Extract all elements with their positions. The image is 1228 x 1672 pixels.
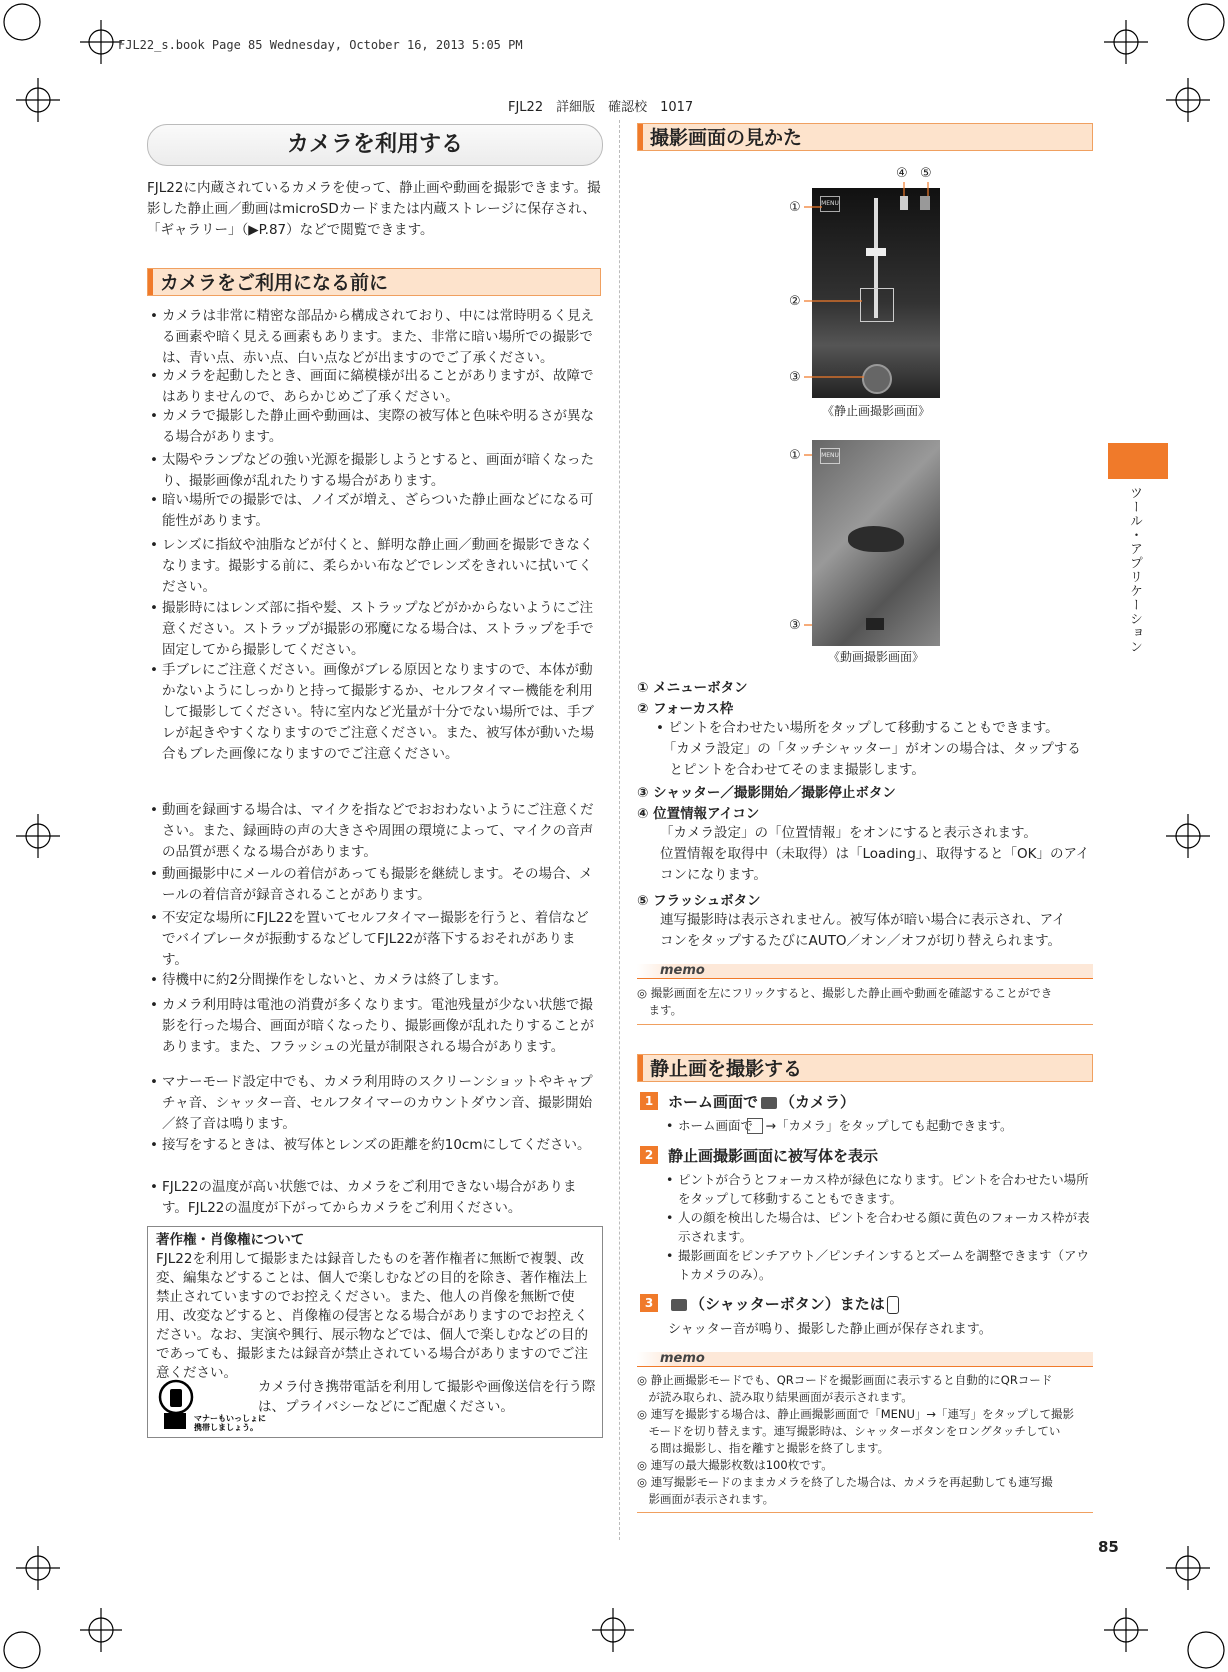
caution-item: • 太陽やランプなどの強い光源を撮影しようとすると、画面が暗くなったり、撮影画像が乱れたりする場合があります。 [148,450,598,492]
caution-item: • 手ブレにご注意ください。画像がブレる原因となりますので、本体が動かないようにしっかりと持って撮影するか、セルフタイマー機能を利用して撮影してください。特に室内など光量が十分でない場所では、手ブレが起きやすくなりますのでご注意ください。また、被写体が動いた場合もブレた画像になりますのでご注意ください。 [148,660,598,765]
step3-title: （シャッターボタン）または [690,1295,885,1313]
step2-sub: • ピントが合うとフォーカス枠が緑色になります。ピントを合わせたい場所をタップして移動することもできます。 [664,1170,1092,1208]
step-number-3: 3 [640,1294,658,1312]
section-title-screen-view: 撮影画面の見かた [637,123,1093,151]
callout-1-video: ① [789,448,801,463]
item-num: ① [637,680,649,696]
camera-icon [671,1299,687,1311]
step1-sub: • ホーム画面で →「カメラ」をタップしても起動できます。 [664,1116,1092,1135]
memo-label-2: memo [660,1351,705,1366]
menu-button-video[interactable]: MENU [820,448,840,464]
svg-text:マナーもいっしょに: マナーもいっしょに [194,1414,266,1423]
tower-deck [866,248,886,256]
item-num: ⑤ [637,893,649,909]
svg-text:携帯しましょう。: 携帯しましょう。 [194,1423,258,1432]
callout-5: ⑤ [920,166,932,181]
copyright-box [147,1226,603,1438]
step-number-1: 1 [640,1092,658,1110]
screen-item-desc: • ピントを合わせたい場所をタップして移動することもできます。 [656,720,1059,736]
section-title-take-still: 静止画を撮影する [637,1054,1093,1082]
memo1-line: ます。 [637,1003,683,1017]
section-title-before-use: カメラをご利用になる前に [147,268,601,296]
caution-item: • レンズに指紋や油脂などが付くと、鮮明な静止画／動画を撮影できなくなります。撮影する前に、柔らかい布などでレンズをきれいに拭いてください。 [148,535,598,598]
shutter-key-icon [887,1296,899,1314]
step2-sub: • 撮影画面をピンチアウト／ピンチインするとズームを調整できます（アウトカメラのみ）。 [664,1246,1092,1284]
screen-item-desc: 位置情報を取得中（未取得）は「Loading」、取得すると「OK」のアイ [660,846,1090,862]
caution-item: • FJL22の温度が高い状態では、カメラをご利用できない場合があります。FJL22の温度が下がってからカメラをご利用ください。 [148,1177,598,1219]
memo-text-1 [637,985,1093,1019]
caution-item: • 暗い場所での撮影では、ノイズが増え、ざらついた静止画などになる可能性があります。 [148,490,598,532]
menu-button[interactable]: MENU [820,196,840,212]
proof-label: FJL22 詳細版 確認校 1017 [508,100,694,115]
side-tab-marker [1108,443,1168,479]
screen-item-title [637,781,896,801]
copyright-title: 著作権・肖像権について [156,1232,305,1248]
screen-item-title [637,697,733,717]
intro-text: FJL22に内蔵されているカメラを使って、静止画や動画を撮影できます。撮影した静止画／動画はmicroSDカードまたは内蔵ストレージに保存され、「ギャラリー」（▶P.87）などで閲覧できます。 [147,180,601,238]
memo-rule-2 [637,1512,1093,1513]
caution-item: • 撮影時にはレンズ部に指や髪、ストラップなどがかからないようにご注意ください。ストラップが撮影の邪魔になる場合は、ストラップを手で固定してから撮影してください。 [148,598,598,661]
item-num: ④ [637,806,649,822]
memo2-line: ◎ 静止画撮影モードでも、QRコードを撮影画面に表示すると自動的にQRコード [637,1373,1053,1387]
memo2-line: ◎ 連写の最大撮影枚数は100枚です。 [637,1458,833,1472]
screen-item-title [637,889,761,909]
memo-rule-1 [637,1024,1093,1025]
camera-icon [761,1097,777,1109]
item-num: ③ [637,785,649,801]
screen-item-desc: コンをタップするたびにAUTO／オン／オフが切り替えられます。 [660,933,1062,949]
location-icon [900,196,908,210]
caution-item: • 不安定な場所にFJL22を置いてセルフタイマー撮影を行うと、着信などでバイブレータが振動するなどしてFJL22が落下するおそれがあります。 [148,908,598,971]
side-tab-label: ツール・アプリケーション [1127,486,1142,654]
caution-item: • 動画撮影中にメールの着信があっても撮影を継続します。その場合、メールの着信音が録音されることがあります。 [148,864,598,906]
still-caption: 《静止画撮影画面》 [821,404,930,418]
item-title: メニューボタン [653,680,748,696]
memo-text-2 [637,1372,1093,1508]
step1-title-a: ホーム画面で [668,1093,759,1111]
step-number-2: 2 [640,1146,658,1164]
flash-button[interactable] [920,196,930,210]
callout-4: ④ [896,166,908,181]
screen-item-desc: とピントを合わせてそのまま撮影します。 [656,762,925,778]
callout-1: ① [789,200,801,215]
step-title-2: 静止画撮影画面に被写体を表示 [668,1147,879,1165]
memo2-line: 影画面が表示されます。 [637,1492,775,1506]
callout-3: ③ [789,370,801,385]
record-button[interactable] [866,618,884,630]
screen-item-title [637,802,759,822]
screen-item-title [637,676,748,696]
step-title-1 [668,1091,855,1112]
memo2-line: モードを切り替えます。連写撮影時は、シャッターボタンをロングタッチしてい [637,1424,1061,1438]
video-screen-image [812,440,940,646]
caution-item: • マナーモード設定中でも、カメラ利用時のスクリーンショットやキャプチャ音、シャッター音、セルフタイマーのカウントダウン音、撮影開始／終了音は鳴ります。 [148,1072,598,1135]
screen-item-desc: コンになります。 [660,867,767,883]
item-title: フォーカス枠 [653,701,734,717]
step1-title-b: （カメラ） [780,1093,856,1111]
screen-item-desc: 「カメラ設定」の「位置情報」をオンにすると表示されます。 [660,825,1037,841]
manner-text: カメラ付き携帯電話を利用して撮影や画像送信を行う際は、プライバシーなどにご配慮ください。 [258,1379,596,1415]
caution-item: • カメラ利用時は電池の消費が多くなります。電池残量が少ない状態で撮影を行った場合、画面が暗くなったり、撮影画像が乱れたりすることがあります。また、フラッシュの光量が制限される場合があります。 [148,995,598,1058]
memo2-line: ◎ 連写を撮影する場合は、静止画撮影画面で「MENU」→「連写」をタップして撮影 [637,1407,1075,1421]
memo2-line: が読み取られ、読み取り結果画面が表示されます。 [637,1390,913,1404]
copyright-body: FJL22を利用して撮影または録音したものを著作権者に無断で複製、改変、編集などすることは、個人で楽しむなどの目的を除き、著作権法上禁止されていますのでお控えください。また、他人の肖像を無断で使用、改変などすると、肖像権の侵害となる場合がありますのでお控えください。なお、実演や興行、展示物などでは、個人で楽しむなどの目的であっても、撮影または録音が禁止されている場合がありますのでご注意ください。 [156,1251,588,1381]
video-caption: 《動画撮影画面》 [827,650,924,664]
shutter-button[interactable] [862,364,892,394]
screen-item-desc: 連写撮影時は表示されません。被写体が暗い場合に表示され、アイ [660,912,1066,928]
app-list-icon [747,1118,763,1134]
callout-3-video: ③ [789,618,801,633]
still-screen-image [812,188,940,398]
caution-item: • 接写をするときは、被写体とレンズの距離を約10cmにしてください。 [148,1135,598,1156]
memo1-line: ◎ 撮影画面を左にフリックすると、撮影した静止画や動画を確認することができ [637,986,1053,1000]
memo2-line: ◎ 連写撮影モードのままカメラを終了した場合は、カメラを再起動しても連写撮 [637,1475,1053,1489]
caution-item: • 待機中に約2分間操作をしないと、カメラは終了します。 [148,970,598,991]
step3-desc: シャッター音が鳴り、撮影した静止画が保存されます。 [668,1322,992,1337]
page-number: 85 [1098,1538,1119,1556]
screen-item-desc: 「カメラ設定」の「タッチシャッター」がオンの場合は、タップする [656,741,1081,757]
book-header: FJL22_s.book Page 85 Wednesday, October 16, 2013 5:05 PM [118,38,523,52]
manner-logo-icon [154,1375,266,1432]
memo-bar-2 [637,1352,1093,1367]
page-title: カメラを利用する [147,124,603,166]
column-divider [619,120,620,1540]
step2-sub: • 人の顔を検出した場合は、ピントを合わせる顔に黄色のフォーカス枠が表示されます。 [664,1208,1092,1246]
step-title-3 [668,1293,899,1314]
focus-frame[interactable] [860,288,894,322]
caution-item: • カメラは非常に精密な部品から構成されており、中には常時明るく見える画素や暗く見える画素もあります。また、非常に暗い場所での撮影では、青い点、赤い点、白い点などが出ますのでご了承ください。 [148,306,598,369]
callout-2: ② [789,294,801,309]
memo2-line: る間は撮影し、指を離すと撮影を終了します。 [637,1441,890,1455]
item-title: フラッシュボタン [653,893,761,909]
memo-label-1: memo [660,963,705,978]
caution-item: • 動画を録画する場合は、マイクを指などでおおわないようにご注意ください。また、録画時の声の大きさや周囲の環境によって、マイクの音声の品質が悪くなる場合があります。 [148,800,598,863]
caution-item: • カメラを起動したとき、画面に縞模様が出ることがありますが、故障ではありませんので、あらかじめご了承ください。 [148,366,598,408]
item-num: ② [637,701,649,717]
duck-shape [848,526,904,552]
item-title: 位置情報アイコン [653,806,760,822]
memo-bar-1 [637,964,1093,979]
caution-item: • カメラで撮影した静止画や動画は、実際の被写体と色味や明るさが異なる場合があります。 [148,406,598,448]
item-title: シャッター／撮影開始／撮影停止ボタン [653,785,896,801]
